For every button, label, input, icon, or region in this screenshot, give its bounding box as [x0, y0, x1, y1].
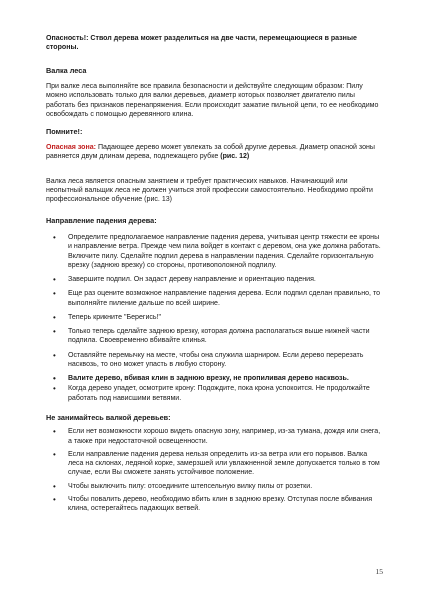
no-felling-item-text: Если направление падения дерева нельзя определить из-за ветра или его порывов. Валка леса на склонах, ледяной корке, замерзшей или увлажненной земле допускается только в том случае, если Вы сможете занять устойчивое положение.: [68, 450, 380, 477]
direction-item: [46, 233, 383, 270]
page-number: 15: [375, 567, 383, 576]
danger-zone-note: [46, 143, 383, 162]
bullet-icon: •: [53, 275, 56, 285]
no-felling-item: [46, 427, 383, 446]
no-felling-item: [46, 450, 383, 478]
no-felling-item-text: Если нет возможности хорошо видеть опасную зону, например, из-за тумана, дождя или снега, а также при недостаточной освещенности.: [68, 428, 381, 445]
direction-item: [46, 351, 383, 370]
bullet-icon: •: [53, 312, 56, 322]
danger-zone-ref: (рис. 12): [220, 153, 250, 161]
direction-item-text: Завершите подпил. Он задаст дереву направление и ориентацию падения.: [68, 276, 316, 284]
direction-heading: Направление падения дерева:: [46, 216, 157, 226]
bullet-icon: •: [53, 233, 56, 243]
no-felling-heading: Не занимайтесь валкой деревьев:: [46, 412, 171, 422]
direction-item-text: Когда дерево упадет, осмотрите крону: Подождите, пока крона успокоится. Не продолжайте работать под нависшими ветвями.: [68, 385, 370, 402]
direction-item: [46, 327, 383, 346]
no-felling-item: [46, 495, 383, 514]
bullet-icon: •: [53, 481, 56, 491]
direction-item-text: Еще раз оцените возможное направление падения дерева. Если подпил сделан правильно, то выполняйте пиление дальше по всей ширине.: [68, 290, 381, 307]
bullet-icon: •: [53, 449, 56, 459]
danger-zone-label: Опасная зона:: [46, 143, 96, 151]
bullet-icon: •: [53, 289, 56, 299]
no-felling-item-text: Чтобы повалить дерево, необходимо вбить клин в заднюю врезку. Отступая после вбивания клина, остерегайтесь падающих ветвей.: [68, 495, 373, 513]
direction-list: [46, 233, 383, 403]
bullet-icon: •: [53, 327, 56, 337]
direction-item-text: Определите предполагаемое направление падения дерева, учитывая центр тяжести ее кроны и направление ветра. Прежде чем пила войдет в контакт с деревом, она уже должна работать. Включите пилу. Сделайте подпил дерева в направлении падения. Сделайте горизонтальную врезку (заднюю врезку) со стороны, противоположной подпилу.: [68, 234, 381, 269]
direction-item: [46, 289, 383, 308]
no-felling-item: [46, 482, 383, 491]
direction-item-text: Валите дерево, вбивая клин в заднюю врезку, не пропиливая дерево насквозь.: [68, 375, 349, 383]
direction-item: [46, 313, 383, 322]
felling-heading: Валка леса: [46, 65, 87, 75]
split-warning: Опасность!: Ствол дерева может разделиться на две части, перемещающиеся в разные стороны.: [46, 35, 357, 52]
direction-item: [46, 374, 383, 383]
felling-paragraph: При валке леса выполняйте все правила безопасности и действуйте следующим образом: Пилу можно использовать только для валки деревьев, диаметр которых позволяет двигателю пилы работать без признаков перенапряжения. Если происходит зажатие пильной цепи, то ее необходимо освобождать с помощью деревянного клина.: [46, 83, 379, 119]
remember-heading: Помните!:: [46, 127, 83, 137]
bullet-icon: •: [53, 350, 56, 360]
danger-zone-text: Падающее дерево может увлекать за собой другие деревья. Диаметр опасной зоны равняется двум длинам дерева, подлежащего рубке: [46, 143, 375, 161]
bullet-icon: •: [53, 374, 56, 384]
no-felling-item-text: Чтобы выключить пилу: отсоедините штепсельную вилку пилы от розетки.: [68, 482, 313, 490]
bullet-icon: •: [53, 427, 56, 437]
dangerous-work-paragraph: Валка леса является опасным занятием и требует практических навыков. Начинающий или неопытный вальщик леса не должен учиться этой профессии самостоятельно. Необходимо пройти профессиональное обучение (рис. 13): [46, 177, 373, 204]
direction-item: [46, 275, 383, 284]
direction-item-text: Теперь крикните "Берегись!": [68, 313, 162, 321]
direction-item-text: Оставляйте перемычку на месте, чтобы она служила шарниром. Если дерево перерезать насквозь, то оно может упасть в любую сторону.: [68, 351, 364, 368]
bullet-icon: •: [53, 494, 56, 504]
direction-item: [46, 384, 383, 403]
bullet-icon: •: [53, 384, 56, 394]
direction-item-text: Только теперь сделайте заднюю врезку, которая должна располагаться выше нижней части подпила. Своевременно вбивайте клинья.: [68, 328, 370, 345]
no-felling-list: [46, 427, 383, 513]
